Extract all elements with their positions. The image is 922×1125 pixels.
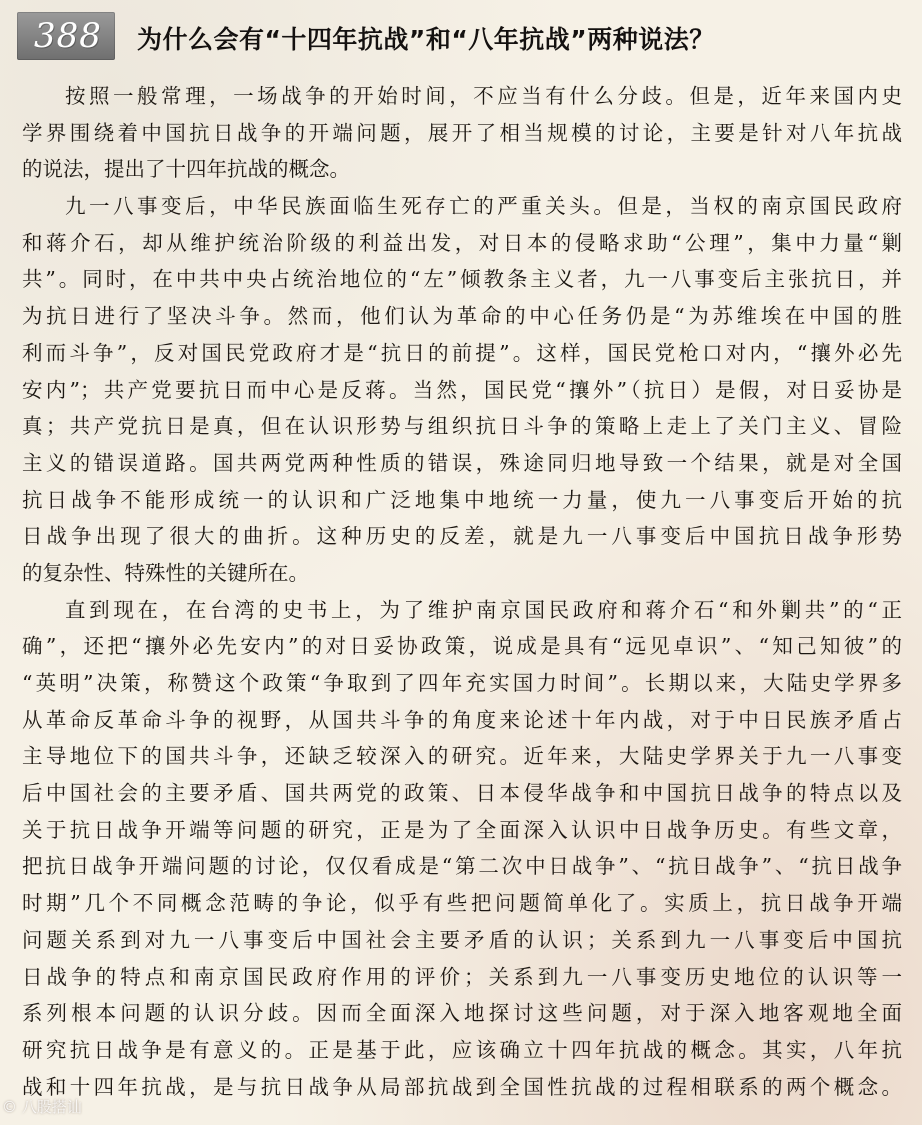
paragraph-2 bbox=[22, 188, 902, 592]
watermark: © 八股搭讪 bbox=[2, 1098, 82, 1116]
article-body bbox=[22, 78, 902, 1105]
text-line: 问题关系到对九一八事变后中国社会主要矛盾的认识；关系到九一八事变后中国抗 bbox=[22, 927, 902, 952]
text-line: 主导地位下的国共斗争，还缺乏较深入的研究。近年来，大陆史学界关于九一八事变 bbox=[22, 744, 902, 769]
text-line: 抗日战争不能形成统一的认识和广泛地集中地统一力量，使九一八事变后开始的抗 bbox=[22, 487, 902, 512]
text-line: 关于抗日战争开端等问题的研究，正是为了全面深入认识中日战争历史。有些文章， bbox=[22, 817, 902, 842]
text-line: 主义的错误道路。国共两党两种性质的错误，殊途同归地导致一个结果，就是对全国 bbox=[22, 450, 902, 475]
text-line: 真；共产党抗日是真，但在认识形势与组织抗日斗争的策略上走上了关门主义、冒险 bbox=[22, 414, 902, 439]
text-line: 研究抗日战争是有意义的。正是基于此，应该确立十四年抗战的概念。其实，八年抗 bbox=[22, 1037, 902, 1062]
text-line: 直到现在，在台湾的史书上，为了维护南京国民政府和蒋介石“和外剿共”的“正 bbox=[65, 597, 902, 622]
text-line: 安内”；共产党要抗日而中心是反蒋。当然，国民党“攘外”（抗日）是假，对日妥协是 bbox=[22, 377, 902, 402]
text-line: 战和十四年抗战，是与抗日战争从局部抗战到全国性抗战的过程相联系的两个概念。 bbox=[22, 1074, 902, 1099]
page-number: 388 bbox=[34, 16, 102, 56]
text-line: 后中国社会的主要矛盾、国共两党的政策、日本侵华战争和中国抗日战争的特点以及 bbox=[22, 781, 902, 806]
page-number-badge bbox=[17, 12, 115, 60]
question-title: 为什么会有“十四年抗战”和“八年抗战”两种说法？ bbox=[137, 25, 715, 54]
text-line: “英明”决策，称赞这个政策“争取到了四年充实国力时间”。长期以来，大陆史学界多 bbox=[22, 671, 902, 695]
text-line: 为抗日进行了坚决斗争。然而，他们认为革命的中心任务仍是“为苏维埃在中国的胜 bbox=[22, 304, 902, 329]
text-line: 和蒋介石，却从维护统治阶级的利益出发，对日本的侵略求助“公理”，集中力量“剿 bbox=[22, 230, 902, 255]
text-line: 按照一般常理，一场战争的开始时间，不应当有什么分歧。但是，近年来国内史 bbox=[65, 84, 902, 108]
text-line: 时期”几个不同概念范畴的争论，似乎有些把问题简单化了。实质上，抗日战争开端 bbox=[22, 891, 902, 916]
text-line: 日战争出现了很大的曲折。这种历史的反差，就是九一八事变后中国抗日战争形势 bbox=[22, 524, 902, 549]
text-line: 的说法，提出了十四年抗战的概念。 bbox=[22, 157, 350, 182]
text-line: 共”。同时，在中共中央占统治地位的“左”倾教条主义者，九一八事变后主张抗日，并 bbox=[22, 267, 902, 292]
paragraph-3 bbox=[22, 592, 902, 1106]
text-line: 利而斗争”，反对国民党政府才是“抗日的前提”。这样，国民党枪口对内，“攘外必先 bbox=[22, 340, 902, 365]
text-line: 确”，还把“攘外必先安内”的对日妥协政策，说成是具有“远见卓识”、“知己知彼”的 bbox=[22, 634, 902, 659]
text-line: 系列根本问题的认识分歧。因而全面深入地探讨这些问题，对于深入地客观地全面 bbox=[22, 1001, 902, 1026]
text-line: 日战争的特点和南京国民政府作用的评价；关系到九一八事变历史地位的认识等一 bbox=[22, 964, 902, 989]
text-line: 把抗日战争开端问题的讨论，仅仅看成是“第二次中日战争”、“抗日战争”、“抗日战争 bbox=[22, 854, 902, 879]
text-line: 学界围绕着中国抗日战争的开端问题，展开了相当规模的讨论，主要是针对八年抗战 bbox=[22, 120, 902, 145]
text-line: 从革命反革命斗争的视野，从国共斗争的角度来论述十年内战，对于中日民族矛盾占 bbox=[22, 707, 902, 732]
text-line: 的复杂性、特殊性的关键所在。 bbox=[22, 560, 309, 585]
text-line: 九一八事变后，中华民族面临生死存亡的严重关头。但是，当权的南京国民政府 bbox=[65, 194, 902, 219]
page-header bbox=[17, 12, 907, 67]
paragraph-1 bbox=[22, 78, 902, 188]
